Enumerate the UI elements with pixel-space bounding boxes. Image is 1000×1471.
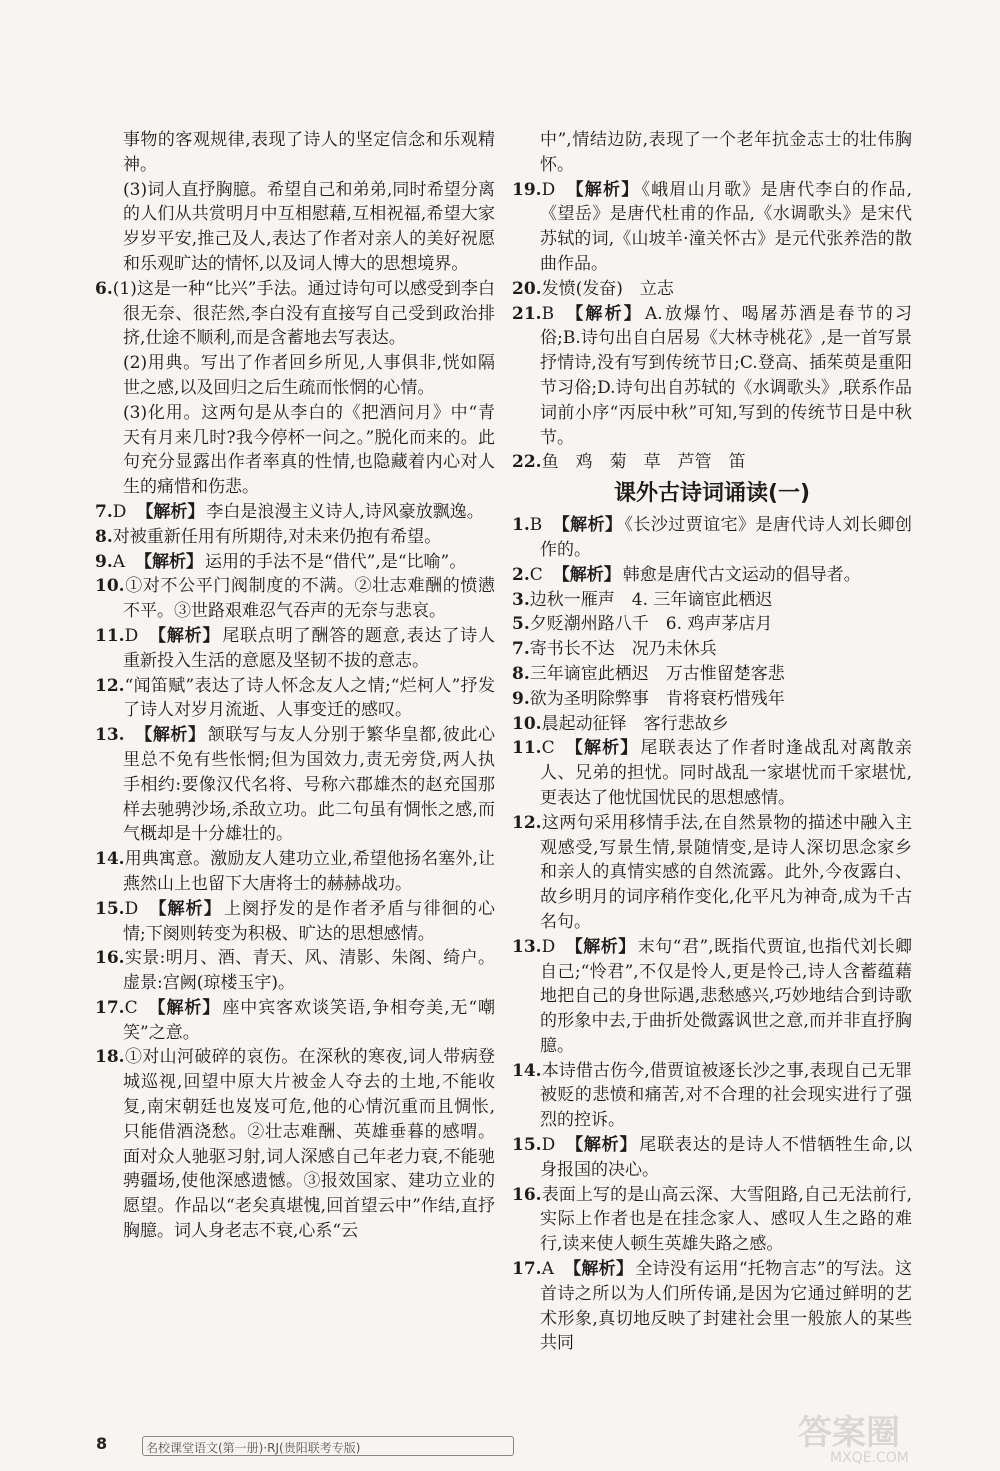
answer-item xyxy=(95,525,495,550)
left-column xyxy=(95,128,495,1244)
answer-text: 尾联表达了作者时逢战乱对离散亲人、兄弟的担忧。同时战乱一家堪忧而千家堪忧,更表达了他忧国忧民的思想感情。 xyxy=(540,738,913,808)
answer-text: (3)化用。这两句是从李白的《把酒问月》中“青天有月来几时?我今停杯一问之。”脱化而来的。此句充分显露出作者率真的性情,也隐藏着内心对人生的痛惜和伤悲。 xyxy=(123,402,495,498)
answer-item xyxy=(95,674,495,724)
answer-choice: D xyxy=(124,898,139,919)
item-number: 22. xyxy=(512,452,542,473)
answer-item xyxy=(95,624,495,674)
answer-subitem xyxy=(95,401,495,500)
answer-item xyxy=(95,847,495,897)
answer-text: 鱼 鸡 菊 草 芦管 笛 xyxy=(541,452,746,473)
answer-choice: C xyxy=(529,564,543,585)
answer-text: 全诗没有运用“托物言志”的写法。这首诗之所以为人们所传诵,是因为它通过鲜明的艺术形象,真切地反映了封建社会里一般旅人的某些共同 xyxy=(540,1259,912,1354)
item-number: 7. xyxy=(95,501,113,522)
answer-text: 欲为圣明除弊事 肯将衰朽惜残年 xyxy=(529,688,785,709)
answer-item xyxy=(512,712,912,737)
answer-item xyxy=(95,723,495,847)
item-number: 21. xyxy=(512,303,542,324)
answer-item xyxy=(95,897,495,947)
item-number: 1. xyxy=(512,515,530,536)
answer-item xyxy=(512,302,912,451)
item-number: 9. xyxy=(95,551,113,572)
analysis-tag: 【解析】 xyxy=(147,997,221,1018)
answer-choice: D xyxy=(124,625,139,646)
item-number: 6. xyxy=(95,278,113,299)
answer-item xyxy=(95,500,495,525)
answer-text: 末句“君”,既指代贾谊,也指代刘长卿自己;“怜君”,不仅是怜人,更是怜己,诗人含蓄蕴藉地把自己的身世际遇,悲愁感兴,巧妙地结合到诗歌的形象中去,于曲折处微露讽世之意,而并非直抒胸臆。 xyxy=(540,936,912,1056)
item-number: 12. xyxy=(512,812,542,833)
answer-item xyxy=(512,1257,912,1356)
item-number: 16. xyxy=(512,1184,542,1205)
answer-text: 寄书长不达 况乃未休兵 xyxy=(529,639,717,660)
answer-continuation xyxy=(95,128,495,178)
item-number: 5. xyxy=(512,614,530,635)
analysis-tag: 【解析】 xyxy=(136,501,205,522)
item-number: 19. xyxy=(512,179,542,200)
answer-item xyxy=(512,811,912,935)
analysis-tag: 【解析】 xyxy=(563,1259,634,1280)
answer-text: (2)用典。写出了作者回乡所见,人事俱非,恍如隔世之感,以及回归之后生疏而怅惘的心情。 xyxy=(123,353,495,398)
analysis-tag: 【解析】 xyxy=(564,303,643,324)
answer-choice: A xyxy=(541,1259,554,1280)
answer-item xyxy=(95,277,495,351)
analysis-tag: 【解析】 xyxy=(552,515,623,536)
answer-text: 座中宾客欢谈笑语,争相夸美,无“嘲笑”之意。 xyxy=(123,997,496,1043)
analysis-tag: 【解析】 xyxy=(564,738,639,759)
analysis-tag: 【解析】 xyxy=(552,564,621,585)
answer-item xyxy=(512,1133,912,1183)
item-number: 17. xyxy=(512,1259,542,1280)
item-number: 15. xyxy=(512,1135,542,1156)
answer-item xyxy=(512,935,912,1059)
answer-text: 用典寓意。激励友人建功立业,希望他扬名塞外,让燕然山上也留下大唐将士的赫赫战功。 xyxy=(123,849,495,894)
answer-choice: A xyxy=(112,551,126,572)
item-number: 7. xyxy=(512,639,530,660)
answer-text: ①对山河破碎的哀伤。在深秋的寒夜,词人带病登城巡视,回望中原大片被金人夺去的土地,不能收复,南宋朝廷也岌岌可危,他的心情沉重而且惆怅,只能借酒浇愁。②壮志难酬、英雄垂暮的感喟。面对众人驰驱习射,词人深感自己年老力衰,不能驰骋疆场,使他深感遗憾。③报效国家、建功立业的愿望。作品以“老矣真堪愧,回首望云中”作结,直抒胸臆。词人身老志不衰,心系“云 xyxy=(123,1047,495,1242)
item-number: 10. xyxy=(95,576,125,597)
answer-subitem xyxy=(95,178,495,277)
analysis-tag: 【解析】 xyxy=(565,179,640,200)
answer-text: “闻笛赋”表达了诗人怀念友人之情;“烂柯人”抒发了诗人对岁月流逝、人事变迁的感叹。 xyxy=(123,675,495,721)
watermark-logo xyxy=(790,1410,990,1466)
analysis-tag: 【解析】 xyxy=(148,898,222,919)
analysis-tag: 【解析】 xyxy=(148,625,221,646)
item-number: 11. xyxy=(95,625,125,646)
answer-choice: D xyxy=(112,501,127,522)
answer-item xyxy=(512,687,912,712)
answer-item xyxy=(512,450,912,475)
answer-item xyxy=(512,637,912,662)
answer-item xyxy=(512,662,912,687)
item-number: 9. xyxy=(512,688,530,709)
answer-item xyxy=(95,1045,495,1243)
answer-item xyxy=(512,513,912,563)
answer-choice: B xyxy=(529,515,543,536)
answer-text: 表面上写的是山高云深、大雪阻路,自己无法前行,实际上作者也是在挂念家人、感叹人生之路的难行,读来使人顿生英雄失路之感。 xyxy=(540,1184,912,1255)
answer-choice: B xyxy=(541,303,555,324)
answer-text: 上阕抒发的是作者矛盾与徘徊的心情;下阕则转变为积极、旷达的思想感情。 xyxy=(123,898,496,944)
answer-text: (3)词人直抒胸臆。希望自己和弟弟,同时希望分离的人们从共赏明月中互相慰藉,互相祝福,希望大家岁岁平安,推己及人,表达了作者对亲人的美好祝愿和乐观旷达的情怀,以及词人博大的思想境界。 xyxy=(123,179,495,274)
answer-text: 《长沙过贾谊宅》是唐代诗人刘长卿创作的。 xyxy=(540,515,912,560)
item-number: 8. xyxy=(95,526,113,547)
analysis-tag: 【解析】 xyxy=(565,1135,638,1156)
answer-item xyxy=(512,588,912,613)
item-number: 13. xyxy=(95,725,125,746)
answer-item xyxy=(512,736,912,810)
item-number: 20. xyxy=(512,278,542,299)
answer-choice: C xyxy=(541,738,555,759)
right-column xyxy=(512,128,912,1356)
answer-item xyxy=(512,277,912,302)
footer-text: 名校课堂语文(第一册)·RJ(贵阳联考专版) xyxy=(146,1441,361,1455)
answer-choice: D xyxy=(541,179,556,200)
answer-item xyxy=(512,178,912,277)
item-number: 16. xyxy=(95,948,125,969)
answer-text: 边秋一雁声 4. 三年谪宦此栖迟 xyxy=(529,589,773,610)
item-number: 14. xyxy=(95,849,125,870)
item-number: 10. xyxy=(512,713,542,734)
item-number: 17. xyxy=(95,997,125,1018)
answer-text: 发愤(发奋) 立志 xyxy=(541,278,674,299)
answer-item xyxy=(512,1183,912,1257)
answer-choice: C xyxy=(124,997,138,1018)
analysis-tag: 【解析】 xyxy=(134,725,206,746)
item-number: 12. xyxy=(95,675,125,696)
answer-text: 尾联表达的是诗人不惜牺牲生命,以身报国的决心。 xyxy=(540,1135,912,1180)
answer-item xyxy=(95,946,495,996)
item-number: 18. xyxy=(95,1047,125,1068)
answer-text: 事物的客观规律,表现了诗人的坚定信念和乐观精神。 xyxy=(123,130,495,175)
item-number: 13. xyxy=(512,936,542,957)
answer-text: 这两句采用移情手法,在自然景物的描述中融入主观感受,写景生情,景随情变,是诗人深切思念家乡和亲人的真情实感的自然流露。此外,今夜露白、故乡明月的词序稍作变化,化平凡为神奇,成为千古名句。 xyxy=(540,812,912,932)
analysis-tag: 【解析】 xyxy=(565,936,636,957)
answer-text: 对被重新任用有所期待,对未来仍抱有希望。 xyxy=(112,526,442,547)
answer-text: 三年谪宦此栖迟 万古惟留楚客悲 xyxy=(529,663,785,684)
answer-item xyxy=(95,996,495,1046)
answer-item xyxy=(512,563,912,588)
page-footer xyxy=(96,1432,516,1458)
answer-text: 李白是浪漫主义诗人,诗风豪放飘逸。 xyxy=(206,501,484,522)
answer-text: (1)这是一种“比兴”手法。通过诗句可以感受到李白很无奈、很茫然,李白没有直接写自己受到政治排挤,仕途不顺利,而是含蓄地去写表达。 xyxy=(112,278,495,349)
answer-text: 中”,情结边防,表现了一个老年抗金志士的壮伟胸怀。 xyxy=(540,130,912,175)
answer-text: 韩愈是唐代古文运动的倡导者。 xyxy=(622,564,861,585)
section-title: 课外古诗词诵读(一) xyxy=(613,481,811,507)
answer-text: 运用的手法不是“借代”,是“比喻”。 xyxy=(205,551,467,572)
answer-text: 《峨眉山月歌》是唐代李白的作品,《望岳》是唐代杜甫的作品,《水调歌头》是宋代苏轼的词,《山坡羊·潼关怀古》是元代张养浩的散曲作品。 xyxy=(540,179,912,274)
answer-text: 夕贬潮州路八千 6. 鸡声茅店月 xyxy=(529,614,773,635)
answer-item xyxy=(512,612,912,637)
answer-choice: D xyxy=(541,1135,556,1156)
item-number: 3. xyxy=(512,589,530,610)
answer-item xyxy=(512,1059,912,1133)
item-number: 14. xyxy=(512,1060,542,1081)
answer-text: ①对不公平门阀制度的不满。②壮志难酬的愤懑不平。③世路艰难忍气吞声的无奈与悲哀。 xyxy=(123,576,495,622)
answer-item xyxy=(95,574,495,624)
answer-item xyxy=(95,550,495,575)
answer-text: 晨起动征铎 客行悲故乡 xyxy=(541,713,729,734)
watermark-logo-text: 答案圈 xyxy=(798,1413,900,1453)
watermark-logo-url: MXQE.COM xyxy=(830,1450,909,1466)
answer-text: 颔联写与友人分别于繁华皇都,彼此心里总不免有些怅惘;但为国效力,责无旁贷,两人执手相约:要像汉代名将、号称六郡雄杰的赵充国那样去驰骋沙场,杀敌立功。此二句虽有惆怅之感,而气概却是十分雄壮的。 xyxy=(123,725,496,845)
item-number: 11. xyxy=(512,738,542,759)
answer-text: 本诗借古伤今,借贾谊被逐长沙之事,表现自己无罪被贬的悲愤和痛苦,对不合理的社会现实进行了强烈的控诉。 xyxy=(540,1060,912,1131)
item-number: 8. xyxy=(512,663,530,684)
answer-text: A.放爆竹、喝屠苏酒是春节的习俗;B.诗句出自白居易《大林寺桃花》,是一首写景抒情诗,没有写到传统节日;C.登高、插茱萸是重阳节习俗;D.诗句出自苏轼的《水调歌头》,联系作品词前小序“丙辰中秋”可知,写到的传统节日是中秋节。 xyxy=(540,303,913,448)
answer-text: 实景:明月、酒、青天、风、清影、朱阁、绮户。虚景:宫阙(琼楼玉宇)。 xyxy=(123,948,495,994)
item-number: 2. xyxy=(512,564,530,585)
page-number: 8 xyxy=(96,1434,108,1453)
analysis-tag: 【解析】 xyxy=(135,551,204,572)
answer-text: 尾联点明了酬答的题意,表达了诗人重新投入生活的意愿及坚韧不拔的意志。 xyxy=(123,625,495,671)
answer-choice: D xyxy=(541,936,556,957)
item-number: 15. xyxy=(95,898,125,919)
answer-continuation xyxy=(512,128,912,178)
answer-subitem xyxy=(95,351,495,401)
